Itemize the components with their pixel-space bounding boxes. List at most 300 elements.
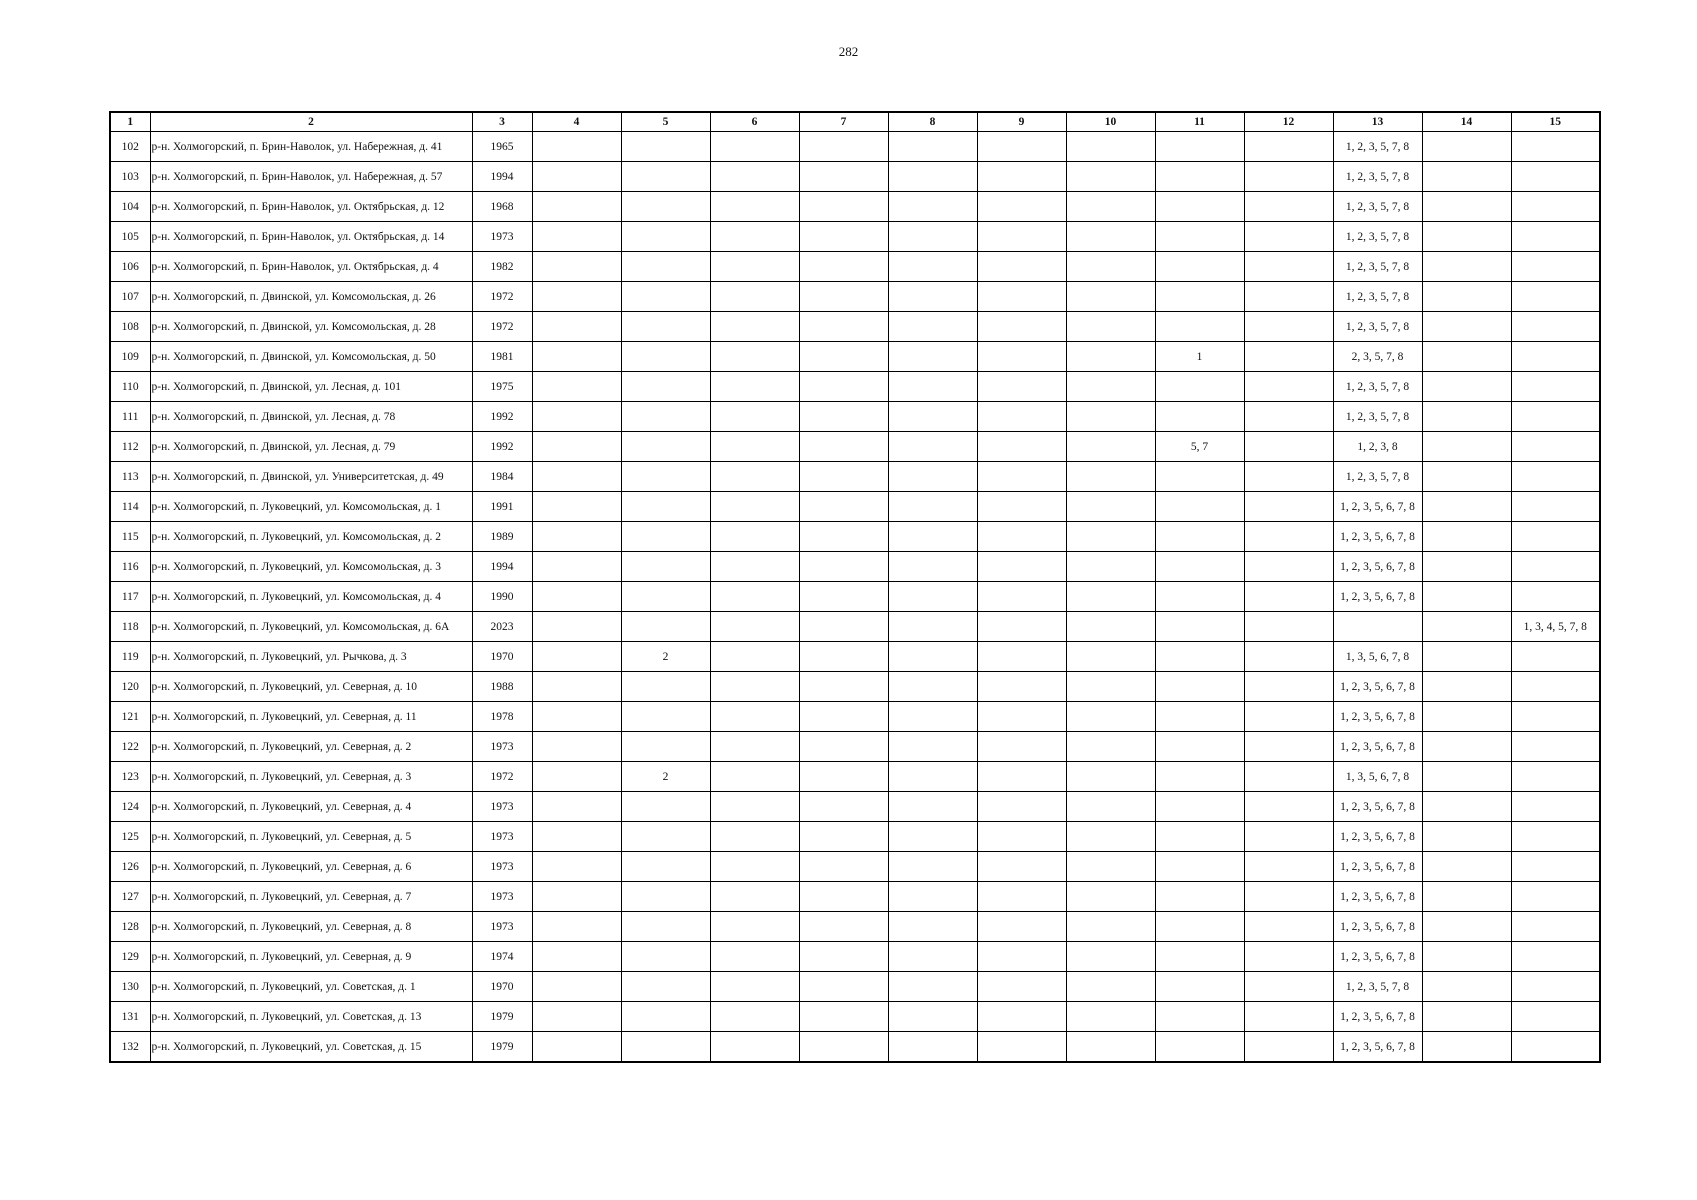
table-cell	[977, 402, 1066, 432]
year-cell: 1972	[472, 762, 532, 792]
table-cell	[1422, 222, 1511, 252]
table-cell	[1155, 462, 1244, 492]
table-cell	[1422, 312, 1511, 342]
table-cell	[1155, 402, 1244, 432]
table-cell	[1511, 132, 1600, 162]
table-cell	[799, 132, 888, 162]
table-cell	[1422, 912, 1511, 942]
table-cell: 1, 2, 3, 5, 6, 7, 8	[1333, 552, 1422, 582]
table-cell	[1511, 1032, 1600, 1063]
table-cell	[710, 132, 799, 162]
table-cell	[710, 942, 799, 972]
table-cell	[1511, 792, 1600, 822]
row-number-cell: 107	[110, 282, 150, 312]
table-cell: 1, 2, 3, 5, 6, 7, 8	[1333, 792, 1422, 822]
column-header: 11	[1155, 112, 1244, 132]
table-cell	[1066, 852, 1155, 882]
table-cell	[977, 132, 1066, 162]
table-cell	[532, 912, 621, 942]
table-cell	[888, 222, 977, 252]
table-cell	[621, 132, 710, 162]
table-cell	[1155, 972, 1244, 1002]
table-cell	[1511, 312, 1600, 342]
table-cell: 5, 7	[1155, 432, 1244, 462]
table-cell	[799, 942, 888, 972]
table-cell	[710, 972, 799, 1002]
year-cell: 1973	[472, 792, 532, 822]
table-cell	[977, 972, 1066, 1002]
table-cell	[1244, 612, 1333, 642]
table-cell	[710, 762, 799, 792]
table-cell	[1066, 822, 1155, 852]
table-cell	[1511, 882, 1600, 912]
table-row	[110, 222, 1600, 252]
table-cell	[532, 342, 621, 372]
table-cell	[710, 612, 799, 642]
table-cell	[1244, 642, 1333, 672]
year-cell: 1992	[472, 432, 532, 462]
table-cell	[977, 522, 1066, 552]
table-cell	[710, 672, 799, 702]
table-cell	[710, 342, 799, 372]
table-cell	[1066, 672, 1155, 702]
table-cell	[710, 822, 799, 852]
table-cell	[888, 582, 977, 612]
table-cell	[977, 1002, 1066, 1032]
table-cell	[888, 702, 977, 732]
table-cell	[977, 792, 1066, 822]
row-number-cell: 129	[110, 942, 150, 972]
table-cell	[1422, 642, 1511, 672]
table-cell	[1244, 672, 1333, 702]
year-cell: 2023	[472, 612, 532, 642]
table-cell	[977, 432, 1066, 462]
table-cell	[977, 672, 1066, 702]
table-row	[110, 492, 1600, 522]
table-cell	[1422, 492, 1511, 522]
address-cell: р-н. Холмогорский, п. Луковецкий, ул. Северная, д. 7	[150, 882, 472, 912]
table-cell	[1244, 702, 1333, 732]
year-cell: 1990	[472, 582, 532, 612]
table-row	[110, 942, 1600, 972]
table-cell	[532, 462, 621, 492]
table-cell	[1066, 942, 1155, 972]
table-cell	[1511, 522, 1600, 552]
table-cell	[1155, 372, 1244, 402]
table-cell	[977, 492, 1066, 522]
page-number: 282	[838, 44, 859, 59]
address-cell: р-н. Холмогорский, п. Луковецкий, ул. Северная, д. 5	[150, 822, 472, 852]
table-cell: 1, 2, 3, 5, 7, 8	[1333, 372, 1422, 402]
table-cell	[621, 372, 710, 402]
table-cell	[888, 492, 977, 522]
row-number-cell: 111	[110, 402, 150, 432]
year-cell: 1979	[472, 1032, 532, 1063]
year-cell: 1992	[472, 402, 532, 432]
table-cell	[977, 372, 1066, 402]
table-cell	[1511, 222, 1600, 252]
table-cell	[1511, 1002, 1600, 1032]
table-cell	[1422, 732, 1511, 762]
table-cell	[621, 312, 710, 342]
table-cell	[1422, 792, 1511, 822]
table-cell: 2	[621, 642, 710, 672]
table-cell	[1066, 372, 1155, 402]
table-cell	[621, 1032, 710, 1063]
row-number-cell: 113	[110, 462, 150, 492]
column-header: 12	[1244, 112, 1333, 132]
table-row	[110, 462, 1600, 492]
table-cell	[1244, 1002, 1333, 1032]
row-number-cell: 132	[110, 1032, 150, 1063]
table-cell	[710, 192, 799, 222]
year-cell: 1973	[472, 912, 532, 942]
table-cell	[1511, 552, 1600, 582]
table-cell	[1066, 612, 1155, 642]
table-cell: 1, 2, 3, 5, 6, 7, 8	[1333, 672, 1422, 702]
year-cell: 1973	[472, 852, 532, 882]
table-cell	[1155, 222, 1244, 252]
table-cell	[1244, 582, 1333, 612]
address-cell: р-н. Холмогорский, п. Двинской, ул. Университетская, д. 49	[150, 462, 472, 492]
table-cell	[888, 882, 977, 912]
table-cell	[1066, 1032, 1155, 1063]
table-cell	[621, 342, 710, 372]
table-cell	[1244, 492, 1333, 522]
table-row	[110, 252, 1600, 282]
table-cell	[1244, 732, 1333, 762]
address-cell: р-н. Холмогорский, п. Луковецкий, ул. Советская, д. 1	[150, 972, 472, 1002]
table-cell	[621, 192, 710, 222]
table-body	[110, 132, 1600, 1063]
table-cell	[1066, 732, 1155, 762]
table-cell: 1, 2, 3, 5, 7, 8	[1333, 402, 1422, 432]
table-cell	[799, 852, 888, 882]
table-cell	[621, 882, 710, 912]
table-cell	[1244, 222, 1333, 252]
table-cell	[977, 1032, 1066, 1063]
table-cell	[1422, 162, 1511, 192]
year-cell: 1981	[472, 342, 532, 372]
table-cell	[1511, 912, 1600, 942]
table-cell	[710, 372, 799, 402]
table-cell: 1, 2, 3, 5, 7, 8	[1333, 222, 1422, 252]
table-cell	[1244, 372, 1333, 402]
table-cell	[532, 492, 621, 522]
table-cell	[621, 822, 710, 852]
table-cell	[1155, 912, 1244, 942]
column-header: 4	[532, 112, 621, 132]
table-cell	[888, 672, 977, 702]
table-cell	[799, 222, 888, 252]
row-number-cell: 115	[110, 522, 150, 552]
table-cell	[1422, 522, 1511, 552]
table-cell	[621, 552, 710, 582]
table-cell	[799, 972, 888, 1002]
column-header: 6	[710, 112, 799, 132]
table-cell	[1066, 1002, 1155, 1032]
table-cell	[532, 702, 621, 732]
row-number-cell: 123	[110, 762, 150, 792]
table-cell	[888, 312, 977, 342]
table-cell	[710, 792, 799, 822]
table-cell	[1422, 252, 1511, 282]
table-cell	[710, 702, 799, 732]
table-cell	[1422, 282, 1511, 312]
table-cell	[799, 342, 888, 372]
table-row	[110, 342, 1600, 372]
table-cell	[1066, 972, 1155, 1002]
table-cell	[1422, 462, 1511, 492]
table-cell	[888, 342, 977, 372]
table-cell	[1511, 192, 1600, 222]
table-cell	[532, 942, 621, 972]
row-number-cell: 105	[110, 222, 150, 252]
table-row	[110, 372, 1600, 402]
table-cell	[1511, 162, 1600, 192]
table-cell	[1155, 1002, 1244, 1032]
table-cell	[532, 972, 621, 1002]
table-cell	[621, 252, 710, 282]
table-cell	[1155, 762, 1244, 792]
table-cell	[977, 762, 1066, 792]
table-cell	[1155, 492, 1244, 522]
table-cell: 1, 2, 3, 5, 6, 7, 8	[1333, 702, 1422, 732]
table-cell	[710, 222, 799, 252]
table-cell	[977, 222, 1066, 252]
table-cell	[1155, 522, 1244, 552]
table-cell	[977, 552, 1066, 582]
table-cell: 1, 2, 3, 5, 6, 7, 8	[1333, 1002, 1422, 1032]
table-cell	[1511, 372, 1600, 402]
table-cell	[532, 222, 621, 252]
year-cell: 1973	[472, 222, 532, 252]
table-cell	[888, 852, 977, 882]
table-cell	[1066, 342, 1155, 372]
table-cell	[1066, 162, 1155, 192]
table-cell	[1422, 192, 1511, 222]
table-cell: 2, 3, 5, 7, 8	[1333, 342, 1422, 372]
table-cell	[977, 732, 1066, 762]
table-cell: 1, 2, 3, 5, 7, 8	[1333, 162, 1422, 192]
table-cell: 1, 3, 4, 5, 7, 8	[1511, 612, 1600, 642]
table-cell	[1422, 402, 1511, 432]
table-cell	[532, 762, 621, 792]
year-cell: 1988	[472, 672, 532, 702]
table-cell	[1066, 882, 1155, 912]
table-cell	[888, 1032, 977, 1063]
table-cell: 1, 2, 3, 5, 7, 8	[1333, 972, 1422, 1002]
table-cell	[1244, 132, 1333, 162]
table-cell	[1066, 522, 1155, 552]
table-cell	[1422, 552, 1511, 582]
table-cell	[532, 582, 621, 612]
table-cell	[1244, 282, 1333, 312]
table-cell	[621, 1002, 710, 1032]
table-cell	[799, 702, 888, 732]
table-cell	[621, 492, 710, 522]
table-row	[110, 582, 1600, 612]
year-cell: 1973	[472, 732, 532, 762]
table-cell	[888, 132, 977, 162]
table-cell	[1244, 252, 1333, 282]
table-row	[110, 972, 1600, 1002]
row-number-cell: 128	[110, 912, 150, 942]
table-cell	[532, 852, 621, 882]
table-cell	[1244, 552, 1333, 582]
table-cell: 1, 3, 5, 6, 7, 8	[1333, 762, 1422, 792]
table-cell	[532, 792, 621, 822]
table-cell	[888, 822, 977, 852]
table-row	[110, 822, 1600, 852]
table-cell	[977, 282, 1066, 312]
year-cell: 1975	[472, 372, 532, 402]
table-cell	[1066, 252, 1155, 282]
row-number-cell: 108	[110, 312, 150, 342]
address-cell: р-н. Холмогорский, п. Луковецкий, ул. Северная, д. 8	[150, 912, 472, 942]
table-cell	[710, 282, 799, 312]
year-cell: 1972	[472, 282, 532, 312]
table-cell	[888, 732, 977, 762]
table-cell	[1511, 762, 1600, 792]
table-cell	[1422, 432, 1511, 462]
year-cell: 1973	[472, 882, 532, 912]
year-cell: 1978	[472, 702, 532, 732]
table-cell	[1511, 702, 1600, 732]
table-cell	[1511, 492, 1600, 522]
table-cell	[710, 852, 799, 882]
table-row	[110, 312, 1600, 342]
table-cell	[799, 1032, 888, 1063]
data-table	[109, 111, 1601, 1063]
table-cell	[1155, 732, 1244, 762]
table-cell	[1066, 792, 1155, 822]
address-cell: р-н. Холмогорский, п. Двинской, ул. Лесная, д. 79	[150, 432, 472, 462]
table-cell: 1, 2, 3, 5, 6, 7, 8	[1333, 882, 1422, 912]
year-cell: 1974	[472, 942, 532, 972]
table-cell	[1066, 462, 1155, 492]
row-number-cell: 126	[110, 852, 150, 882]
table-cell: 1, 2, 3, 5, 7, 8	[1333, 192, 1422, 222]
table-cell: 1, 2, 3, 5, 7, 8	[1333, 312, 1422, 342]
table-cell	[1422, 132, 1511, 162]
table-cell: 1, 3, 5, 6, 7, 8	[1333, 642, 1422, 672]
table-cell	[888, 252, 977, 282]
row-number-cell: 120	[110, 672, 150, 702]
table-cell	[1066, 192, 1155, 222]
table-cell	[1244, 912, 1333, 942]
table-cell	[1422, 582, 1511, 612]
table-cell	[1511, 852, 1600, 882]
address-cell: р-н. Холмогорский, п. Луковецкий, ул. Комсомольская, д. 1	[150, 492, 472, 522]
table-cell	[977, 642, 1066, 672]
table-cell	[1244, 972, 1333, 1002]
table-cell	[1511, 732, 1600, 762]
row-number-cell: 103	[110, 162, 150, 192]
table-cell	[710, 492, 799, 522]
table-cell	[888, 432, 977, 462]
address-cell: р-н. Холмогорский, п. Луковецкий, ул. Советская, д. 13	[150, 1002, 472, 1032]
table-cell	[1155, 132, 1244, 162]
table-cell	[1155, 702, 1244, 732]
table-cell	[799, 432, 888, 462]
table-cell	[710, 732, 799, 762]
table-cell	[977, 882, 1066, 912]
year-cell: 1970	[472, 642, 532, 672]
table-cell	[1244, 312, 1333, 342]
row-number-cell: 117	[110, 582, 150, 612]
table-row	[110, 642, 1600, 672]
table-cell	[1244, 882, 1333, 912]
table-cell	[799, 672, 888, 702]
address-cell: р-н. Холмогорский, п. Двинской, ул. Лесная, д. 78	[150, 402, 472, 432]
table-cell	[710, 1032, 799, 1063]
table-cell	[710, 402, 799, 432]
table-cell	[1422, 852, 1511, 882]
table-cell	[710, 1002, 799, 1032]
table-row	[110, 792, 1600, 822]
table-cell	[1155, 852, 1244, 882]
table-row	[110, 612, 1600, 642]
year-cell: 1989	[472, 522, 532, 552]
table-cell	[977, 312, 1066, 342]
address-cell: р-н. Холмогорский, п. Луковецкий, ул. Северная, д. 9	[150, 942, 472, 972]
table-cell	[888, 192, 977, 222]
table-cell	[532, 1032, 621, 1063]
table-cell	[1422, 942, 1511, 972]
table-row	[110, 192, 1600, 222]
table-cell	[710, 312, 799, 342]
address-cell: р-н. Холмогорский, п. Луковецкий, ул. Северная, д. 11	[150, 702, 472, 732]
table-cell	[1422, 1002, 1511, 1032]
address-cell: р-н. Холмогорский, п. Двинской, ул. Комсомольская, д. 28	[150, 312, 472, 342]
table-cell	[1422, 882, 1511, 912]
column-header: 14	[1422, 112, 1511, 132]
column-header: 15	[1511, 112, 1600, 132]
table-cell	[888, 282, 977, 312]
table-cell	[799, 252, 888, 282]
table-cell	[1155, 942, 1244, 972]
row-number-cell: 116	[110, 552, 150, 582]
address-cell: р-н. Холмогорский, п. Луковецкий, ул. Северная, д. 4	[150, 792, 472, 822]
table-cell	[1155, 582, 1244, 612]
table-cell	[532, 282, 621, 312]
table-cell	[888, 552, 977, 582]
column-header: 9	[977, 112, 1066, 132]
address-cell: р-н. Холмогорский, п. Луковецкий, ул. Рычкова, д. 3	[150, 642, 472, 672]
table-cell	[1422, 762, 1511, 792]
table-cell	[977, 612, 1066, 642]
row-number-cell: 125	[110, 822, 150, 852]
table-cell: 1, 2, 3, 5, 6, 7, 8	[1333, 912, 1422, 942]
table-cell	[532, 882, 621, 912]
table-cell	[977, 822, 1066, 852]
table-cell	[532, 1002, 621, 1032]
table-cell	[1066, 282, 1155, 312]
table-cell	[799, 612, 888, 642]
table-row	[110, 1032, 1600, 1063]
year-cell: 1982	[472, 252, 532, 282]
table-cell: 1, 2, 3, 5, 7, 8	[1333, 462, 1422, 492]
table-cell	[1511, 282, 1600, 312]
table-cell	[532, 672, 621, 702]
table-cell	[1422, 612, 1511, 642]
row-number-cell: 131	[110, 1002, 150, 1032]
table-cell	[710, 642, 799, 672]
table-cell: 1, 2, 3, 5, 6, 7, 8	[1333, 942, 1422, 972]
table-cell	[1511, 642, 1600, 672]
table-cell	[1155, 312, 1244, 342]
